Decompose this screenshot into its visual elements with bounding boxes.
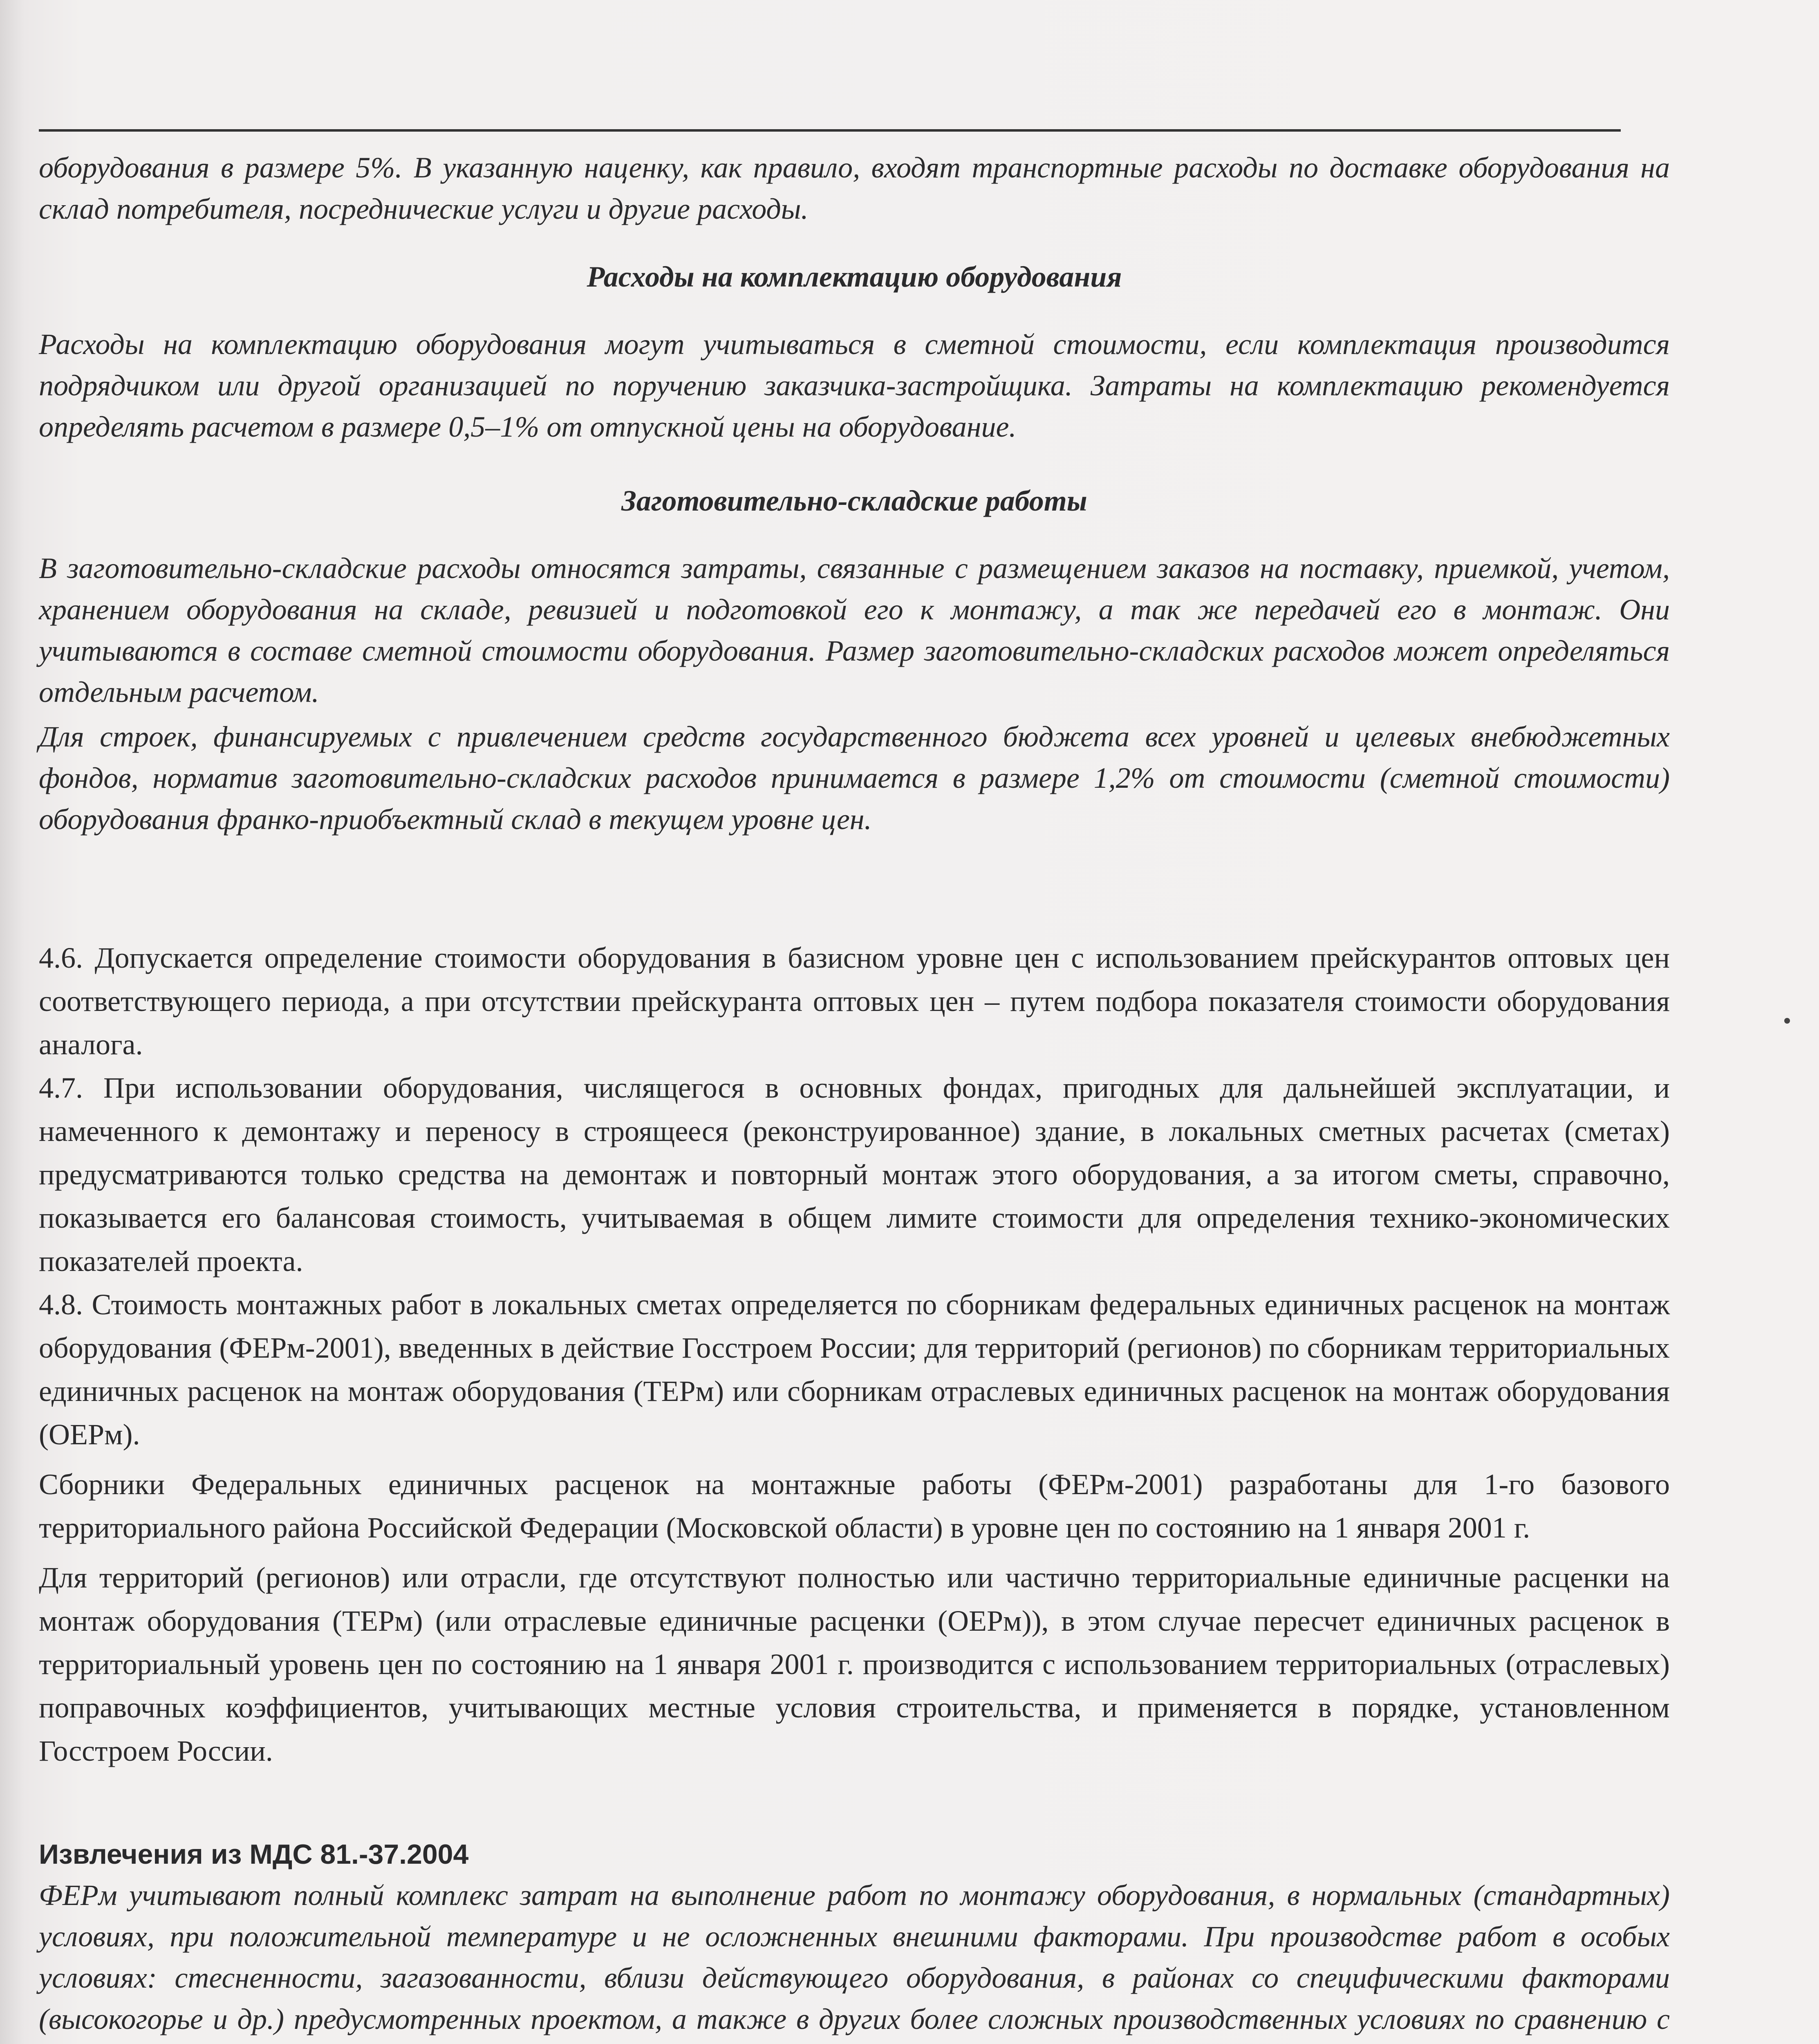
clause-4-7: 4.7. При использовании оборудования, числящегося в основных фондах, пригодных для дальнейшей эксплуатации, и намеченного к демонтажу и переносу в строящееся (реконструированное) здание, в локальных сметных расчетах (сметах) предусматриваются только средства на демонтаж и повторный монтаж этого оборудования, а за итогом сметы, справочно, показывается его балансовая стоимость, учитываемая в общем лимите стоимости для определения технико-экономических показателей проекта.	[39, 1071, 1670, 1278]
extract-title: Извлечения из МДС 81.-37.2004	[39, 1839, 469, 1870]
page-content	[39, 147, 1670, 2044]
paragraph-fer-collections: Сборники Федеральных единичных расценок на монтажные работы (ФЕРм-2001) разработаны для 1-го базового территориального района Российской Федерации (Московской области) в уровне цен по состоянию на 1 января 2001 г.	[39, 1468, 1670, 1544]
print-speck	[1784, 1018, 1790, 1024]
clause-4-6: 4.6. Допускается определение стоимости оборудования в базисном уровне цен с использованием прейскурантов оптовых цен соответствующего периода, а при отсутствии прейскуранта оптовых цен – путем подбора показателя стоимости оборудования аналога.	[39, 941, 1670, 1061]
paragraph-territories: Для территорий (регионов) или отрасли, где отсутствуют полностью или частично территориальные единичные расценки на монтаж оборудования (ТЕРм) (или отраслевые единичные расценки (ОЕРм)), в этом случае пересчет единичных расценок в территориальный уровень цен по состоянию на 1 января 2001 г. производится с использованием территориальных (отраслевых) поправочных коэффициентов, учитывающих местные условия строительства, и применяется в порядке, установленном Госстроем России.	[39, 1561, 1670, 1767]
paragraph-warehouse-costs: В заготовительно-складские расходы относятся затраты, связанные с размещением заказов на поставку, приемкой, учетом, хранением оборудования на складе, ревизией и подготовкой его к монтажу, а так же передачей его в монтаж. Они учитываются в составе сметной стоимости оборудования. Размер заготовительно-складских расходов может определяться отдельным расчетом.	[39, 552, 1670, 708]
paragraph-warehouse-norm: Для строек, финансируемых с привлечением средств государственного бюджета всех уровней и целевых внебюджетных фондов, норматив заготовительно-складских расходов принимается в размере 1,2% от стоимости (сметной стоимости) оборудования франко-приобъектный склад в текущем уровне цен.	[39, 720, 1670, 836]
heading-equipment-kitting: Расходы на комплектацию оборудования	[587, 260, 1122, 293]
paragraph-equipment-kitting: Расходы на комплектацию оборудования могут учитываться в сметной стоимости, если комплектация производится подрядчиком или другой организацией по поручению заказчика-застройщика. Затраты на комплектацию рекомендуется определять расчетом в размере 0,5–1% от отпускной цены на оборудование.	[39, 328, 1670, 443]
heading-warehouse-works: Заготовительно-складские работы	[621, 484, 1087, 517]
paragraph-ferm-scope: ФЕРм учитывают полный комплекс затрат на выполнение работ по монтажу оборудования, в нормальных (стандартных) условиях, при положительной температуре и не осложненных внешними факторами. При производстве работ в особых условиях: стесненности, загазованности, вблизи действующего оборудования, в районах со специфическими факторами (высокогорье и др.) предусмотренных проектом, а также в других более сложных производственных условиях по сравнению с	[39, 1879, 1670, 2035]
paragraph-continuation: оборудования в размере 5%. В указанную наценку, как правило, входят транспортные расходы по доставке оборудования на склад потребителя, посреднические услуги и другие расходы.	[39, 151, 1670, 225]
clause-4-8: 4.8. Стоимость монтажных работ в локальных сметах определяется по сборникам федеральных единичных расценок на монтаж оборудования (ФЕРм-2001), введенных в действие Госстроем России; для территорий (регионов) по сборникам территориальных единичных расценок на монтаж оборудования (ТЕРм) или сборникам отраслевых единичных расценок на монтаж оборудования (ОЕРм).	[39, 1288, 1670, 1451]
top-rule	[39, 129, 1621, 132]
